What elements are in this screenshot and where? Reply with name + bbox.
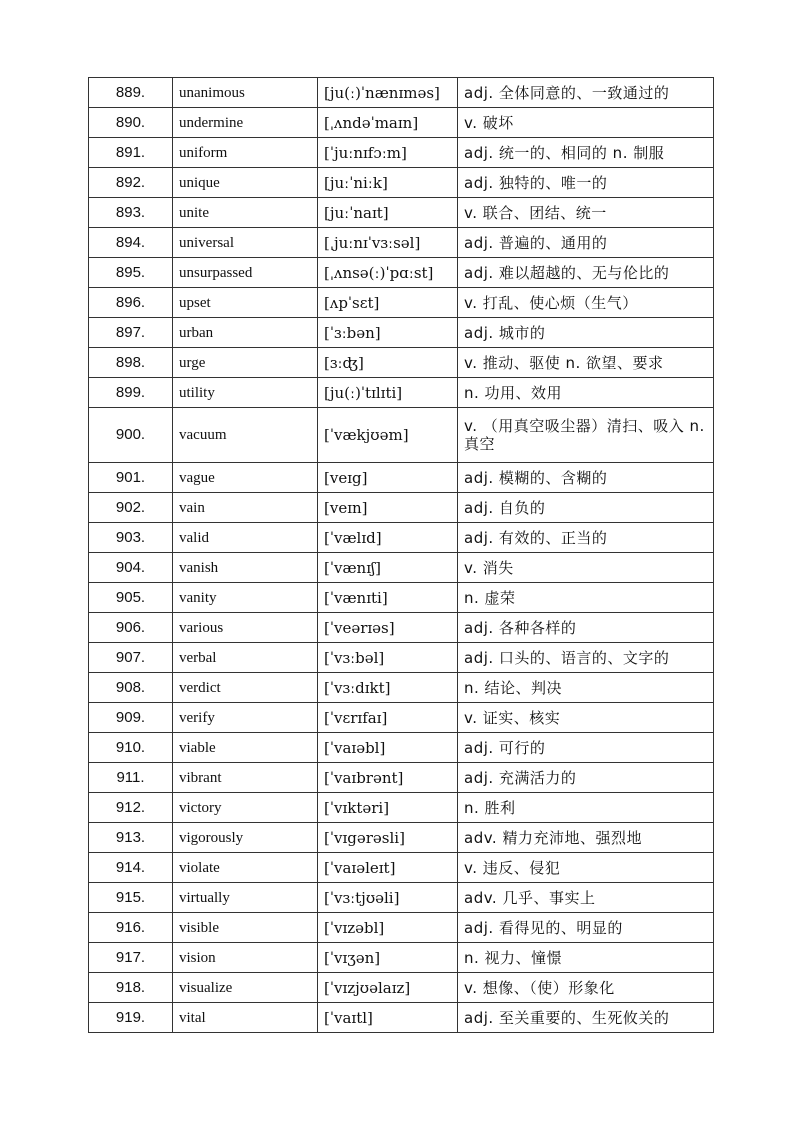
entry-definition: v. （用真空吸尘器）清扫、吸入 n. 真空: [458, 408, 714, 463]
entry-word: urge: [173, 348, 318, 378]
entry-word: vital: [173, 1003, 318, 1033]
table-row: [89, 108, 714, 138]
entry-word: undermine: [173, 108, 318, 138]
entry-number: 917.: [89, 943, 173, 973]
entry-definition: v. 破坏: [458, 108, 714, 138]
entry-word: valid: [173, 523, 318, 553]
entry-word: violate: [173, 853, 318, 883]
entry-phonetic: [veɪn]: [318, 493, 458, 523]
table-row: [89, 553, 714, 583]
entry-phonetic: [ɜːʤ]: [318, 348, 458, 378]
table-row: [89, 408, 714, 463]
table-row: [89, 168, 714, 198]
entry-definition: n. 胜利: [458, 793, 714, 823]
entry-definition: v. 违反、侵犯: [458, 853, 714, 883]
entry-number: 911.: [89, 763, 173, 793]
entry-phonetic: [ju(ː)ˈnænɪməs]: [318, 78, 458, 108]
entry-definition: n. 视力、憧憬: [458, 943, 714, 973]
entry-phonetic: [ˈɜːbən]: [318, 318, 458, 348]
entry-word: vague: [173, 463, 318, 493]
entry-phonetic: [ˈvækjʊəm]: [318, 408, 458, 463]
table-row: [89, 228, 714, 258]
entry-word: visualize: [173, 973, 318, 1003]
entry-number: 900.: [89, 408, 173, 463]
entry-word: vanity: [173, 583, 318, 613]
entry-number: 902.: [89, 493, 173, 523]
entry-phonetic: [juːˈniːk]: [318, 168, 458, 198]
entry-word: vibrant: [173, 763, 318, 793]
entry-definition: adj. 独特的、唯一的: [458, 168, 714, 198]
entry-phonetic: [ˌʌnsə(ː)ˈpɑːst]: [318, 258, 458, 288]
entry-number: 907.: [89, 643, 173, 673]
entry-definition: adj. 可行的: [458, 733, 714, 763]
table-row: [89, 198, 714, 228]
entry-definition: adj. 统一的、相同的 n. 制服: [458, 138, 714, 168]
entry-definition: v. 打乱、使心烦（生气）: [458, 288, 714, 318]
entry-number: 896.: [89, 288, 173, 318]
entry-word: vacuum: [173, 408, 318, 463]
entry-definition: adj. 各种各样的: [458, 613, 714, 643]
entry-word: unanimous: [173, 78, 318, 108]
entry-phonetic: [ˈvɜːdɪkt]: [318, 673, 458, 703]
entry-word: vain: [173, 493, 318, 523]
table-row: [89, 613, 714, 643]
entry-number: 898.: [89, 348, 173, 378]
entry-word: unsurpassed: [173, 258, 318, 288]
entry-phonetic: [ˈvaɪbrənt]: [318, 763, 458, 793]
entry-number: 914.: [89, 853, 173, 883]
entry-definition: v. 消失: [458, 553, 714, 583]
table-row: [89, 913, 714, 943]
entry-definition: v. 想像、（使）形象化: [458, 973, 714, 1003]
table-row: [89, 943, 714, 973]
table-row: [89, 78, 714, 108]
entry-number: 891.: [89, 138, 173, 168]
entry-word: visible: [173, 913, 318, 943]
entry-definition: n. 结论、判决: [458, 673, 714, 703]
entry-number: 899.: [89, 378, 173, 408]
entry-word: vision: [173, 943, 318, 973]
entry-definition: adj. 难以超越的、无与伦比的: [458, 258, 714, 288]
table-row: [89, 583, 714, 613]
entry-definition: adj. 口头的、语言的、文字的: [458, 643, 714, 673]
entry-phonetic: [ˈvaɪtl]: [318, 1003, 458, 1033]
table-row: [89, 643, 714, 673]
entry-phonetic: [ˈvænɪti]: [318, 583, 458, 613]
entry-number: 918.: [89, 973, 173, 1003]
vocabulary-table-body: [89, 78, 714, 1033]
table-row: [89, 733, 714, 763]
entry-definition: n. 功用、效用: [458, 378, 714, 408]
entry-number: 897.: [89, 318, 173, 348]
table-row: [89, 493, 714, 523]
entry-word: various: [173, 613, 318, 643]
entry-definition: v. 推动、驱使 n. 欲望、要求: [458, 348, 714, 378]
entry-phonetic: [ʌpˈsɛt]: [318, 288, 458, 318]
entry-phonetic: [ˈvælɪd]: [318, 523, 458, 553]
entry-number: 919.: [89, 1003, 173, 1033]
entry-number: 904.: [89, 553, 173, 583]
entry-definition: adv. 几乎、事实上: [458, 883, 714, 913]
entry-definition: adj. 看得见的、明显的: [458, 913, 714, 943]
entry-phonetic: [ˌjuːnɪˈvɜːsəl]: [318, 228, 458, 258]
entry-number: 908.: [89, 673, 173, 703]
entry-definition: adj. 有效的、正当的: [458, 523, 714, 553]
entry-number: 894.: [89, 228, 173, 258]
entry-number: 909.: [89, 703, 173, 733]
entry-phonetic: [ˈvɪktəri]: [318, 793, 458, 823]
entry-definition: adj. 全体同意的、一致通过的: [458, 78, 714, 108]
table-row: [89, 463, 714, 493]
entry-phonetic: [ˈvɪzəbl]: [318, 913, 458, 943]
entry-phonetic: [ˈvænɪʃ]: [318, 553, 458, 583]
entry-word: vigorously: [173, 823, 318, 853]
table-row: [89, 883, 714, 913]
entry-number: 910.: [89, 733, 173, 763]
entry-phonetic: [juːˈnaɪt]: [318, 198, 458, 228]
table-row: [89, 673, 714, 703]
entry-phonetic: [ˈvɜːtjʊəli]: [318, 883, 458, 913]
table-row: [89, 318, 714, 348]
entry-word: verify: [173, 703, 318, 733]
entry-number: 901.: [89, 463, 173, 493]
entry-phonetic: [ˈvɪʒən]: [318, 943, 458, 973]
entry-phonetic: [veɪg]: [318, 463, 458, 493]
entry-number: 916.: [89, 913, 173, 943]
entry-number: 895.: [89, 258, 173, 288]
entry-phonetic: [ˈjuːnɪfɔːm]: [318, 138, 458, 168]
table-row: [89, 378, 714, 408]
entry-definition: n. 虚荣: [458, 583, 714, 613]
entry-phonetic: [ju(ː)ˈtɪlɪti]: [318, 378, 458, 408]
entry-word: vanish: [173, 553, 318, 583]
entry-phonetic: [ˈvɪgərəsli]: [318, 823, 458, 853]
entry-word: universal: [173, 228, 318, 258]
entry-phonetic: [ˌʌndəˈmaɪn]: [318, 108, 458, 138]
entry-number: 892.: [89, 168, 173, 198]
table-row: [89, 138, 714, 168]
entry-phonetic: [ˈvaɪəbl]: [318, 733, 458, 763]
entry-word: upset: [173, 288, 318, 318]
entry-number: 889.: [89, 78, 173, 108]
entry-word: utility: [173, 378, 318, 408]
entry-definition: adj. 普遍的、通用的: [458, 228, 714, 258]
entry-definition: v. 证实、核实: [458, 703, 714, 733]
table-row: [89, 258, 714, 288]
table-row: [89, 793, 714, 823]
entry-word: unique: [173, 168, 318, 198]
entry-definition: adj. 城市的: [458, 318, 714, 348]
entry-definition: adj. 充满活力的: [458, 763, 714, 793]
entry-phonetic: [ˈvɜːbəl]: [318, 643, 458, 673]
entry-phonetic: [ˈvɛrɪfaɪ]: [318, 703, 458, 733]
table-row: [89, 853, 714, 883]
entry-definition: adv. 精力充沛地、强烈地: [458, 823, 714, 853]
entry-number: 915.: [89, 883, 173, 913]
entry-word: uniform: [173, 138, 318, 168]
entry-number: 912.: [89, 793, 173, 823]
entry-definition: adj. 至关重要的、生死攸关的: [458, 1003, 714, 1033]
entry-number: 890.: [89, 108, 173, 138]
entry-definition: adj. 自负的: [458, 493, 714, 523]
entry-number: 893.: [89, 198, 173, 228]
table-row: [89, 703, 714, 733]
entry-word: verdict: [173, 673, 318, 703]
table-row: [89, 973, 714, 1003]
vocabulary-table: [88, 77, 714, 1033]
entry-word: victory: [173, 793, 318, 823]
table-row: [89, 523, 714, 553]
entry-phonetic: [ˈvaɪəleɪt]: [318, 853, 458, 883]
table-row: [89, 348, 714, 378]
entry-word: virtually: [173, 883, 318, 913]
entry-phonetic: [ˈveərɪəs]: [318, 613, 458, 643]
entry-phonetic: [ˈvɪzjʊəlaɪz]: [318, 973, 458, 1003]
entry-definition: v. 联合、团结、统一: [458, 198, 714, 228]
entry-number: 906.: [89, 613, 173, 643]
entry-word: unite: [173, 198, 318, 228]
entry-number: 905.: [89, 583, 173, 613]
table-row: [89, 763, 714, 793]
entry-number: 913.: [89, 823, 173, 853]
entry-word: urban: [173, 318, 318, 348]
entry-word: viable: [173, 733, 318, 763]
entry-word: verbal: [173, 643, 318, 673]
table-row: [89, 823, 714, 853]
entry-number: 903.: [89, 523, 173, 553]
table-row: [89, 288, 714, 318]
entry-definition: adj. 模糊的、含糊的: [458, 463, 714, 493]
table-row: [89, 1003, 714, 1033]
